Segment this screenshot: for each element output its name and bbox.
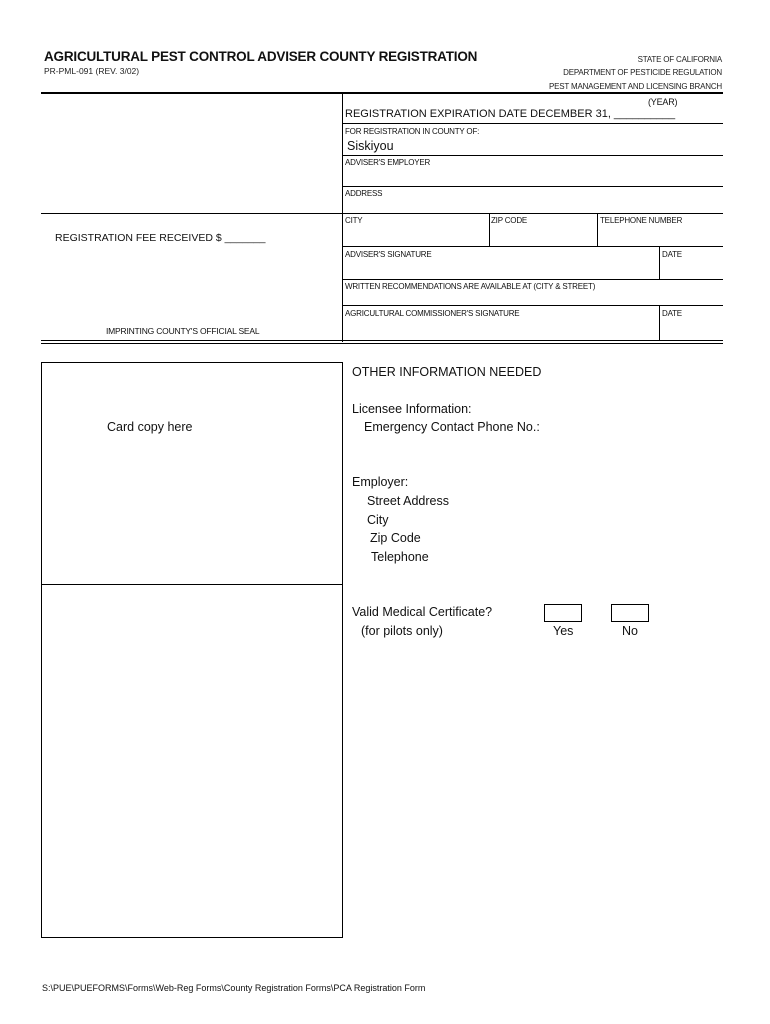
emergency-contact-label: Emergency Contact Phone No.: bbox=[364, 420, 540, 434]
signature-date-label: DATE bbox=[662, 250, 682, 259]
form-title: AGRICULTURAL PEST CONTROL ADVISER COUNTY REGISTRATION bbox=[44, 49, 478, 64]
expiration-rule bbox=[342, 123, 723, 124]
medical-no-label: No bbox=[622, 624, 638, 638]
left-divider-rule bbox=[41, 213, 342, 214]
header-rule bbox=[41, 92, 723, 94]
employer-label: ADVISER'S EMPLOYER bbox=[345, 158, 431, 167]
signature-label: ADVISER'S SIGNATURE bbox=[345, 250, 432, 259]
other-info-heading: OTHER INFORMATION NEEDED bbox=[352, 365, 542, 379]
city-label: CITY bbox=[345, 216, 363, 225]
file-path-footer: S:\PUE\PUEFORMS\Forms\Web-Reg Forms\County Registration Forms\PCA Registration Form bbox=[42, 983, 426, 993]
county-rule bbox=[342, 155, 723, 156]
expiration-date-label: REGISTRATION EXPIRATION DATE DECEMBER 31, __________ bbox=[345, 108, 676, 120]
city-info-label: City bbox=[367, 513, 389, 527]
street-address-label: Street Address bbox=[367, 494, 449, 508]
medical-certificate-note: (for pilots only) bbox=[361, 624, 443, 638]
year-label: (YEAR) bbox=[648, 97, 678, 107]
commissioner-date-divider bbox=[659, 305, 660, 341]
zip-label: ZIP CODE bbox=[491, 216, 528, 225]
county-value[interactable]: Siskiyou bbox=[347, 139, 394, 153]
section-rule-bottom bbox=[41, 343, 723, 344]
agency-state: STATE OF CALIFORNIA bbox=[637, 55, 722, 64]
employer-heading: Employer: bbox=[352, 475, 409, 489]
fee-received-label: REGISTRATION FEE RECEIVED $ _______ bbox=[55, 232, 266, 244]
address-rule bbox=[342, 213, 723, 214]
medical-no-checkbox[interactable] bbox=[611, 604, 649, 622]
signature-rule bbox=[342, 279, 723, 280]
card-copy-box-back bbox=[41, 584, 343, 938]
zip-phone-divider bbox=[597, 213, 598, 246]
city-rule bbox=[342, 246, 723, 247]
commissioner-date-label: DATE bbox=[662, 309, 682, 318]
zip-info-label: Zip Code bbox=[370, 531, 421, 545]
written-recs-label: WRITTEN RECOMMENDATIONS ARE AVAILABLE AT (CITY & STREET) bbox=[345, 282, 596, 291]
county-label: FOR REGISTRATION IN COUNTY OF: bbox=[345, 127, 480, 136]
medical-yes-label: Yes bbox=[553, 624, 574, 638]
signature-date-divider bbox=[659, 246, 660, 279]
seal-label: IMPRINTING COUNTY'S OFFICIAL SEAL bbox=[106, 326, 260, 336]
agency-department: DEPARTMENT OF PESTICIDE REGULATION bbox=[563, 68, 722, 77]
card-copy-box-front bbox=[41, 362, 343, 585]
card-copy-label: Card copy here bbox=[107, 420, 193, 434]
telephone-info-label: Telephone bbox=[371, 550, 429, 564]
section-rule-top bbox=[41, 340, 723, 341]
phone-label: TELEPHONE NUMBER bbox=[600, 216, 683, 225]
city-zip-divider bbox=[489, 213, 490, 246]
agency-branch: PEST MANAGEMENT AND LICENSING BRANCH bbox=[549, 82, 722, 91]
form-number: PR-PML-091 (REV. 3/02) bbox=[44, 66, 140, 76]
medical-certificate-question: Valid Medical Certificate? bbox=[352, 605, 493, 619]
employer-rule bbox=[342, 186, 723, 187]
commissioner-label: AGRICULTURAL COMMISSIONER'S SIGNATURE bbox=[345, 309, 520, 318]
licensee-heading: Licensee Information: bbox=[352, 402, 472, 416]
address-label: ADDRESS bbox=[345, 189, 383, 198]
medical-yes-checkbox[interactable] bbox=[544, 604, 582, 622]
written-recs-rule bbox=[342, 305, 723, 306]
